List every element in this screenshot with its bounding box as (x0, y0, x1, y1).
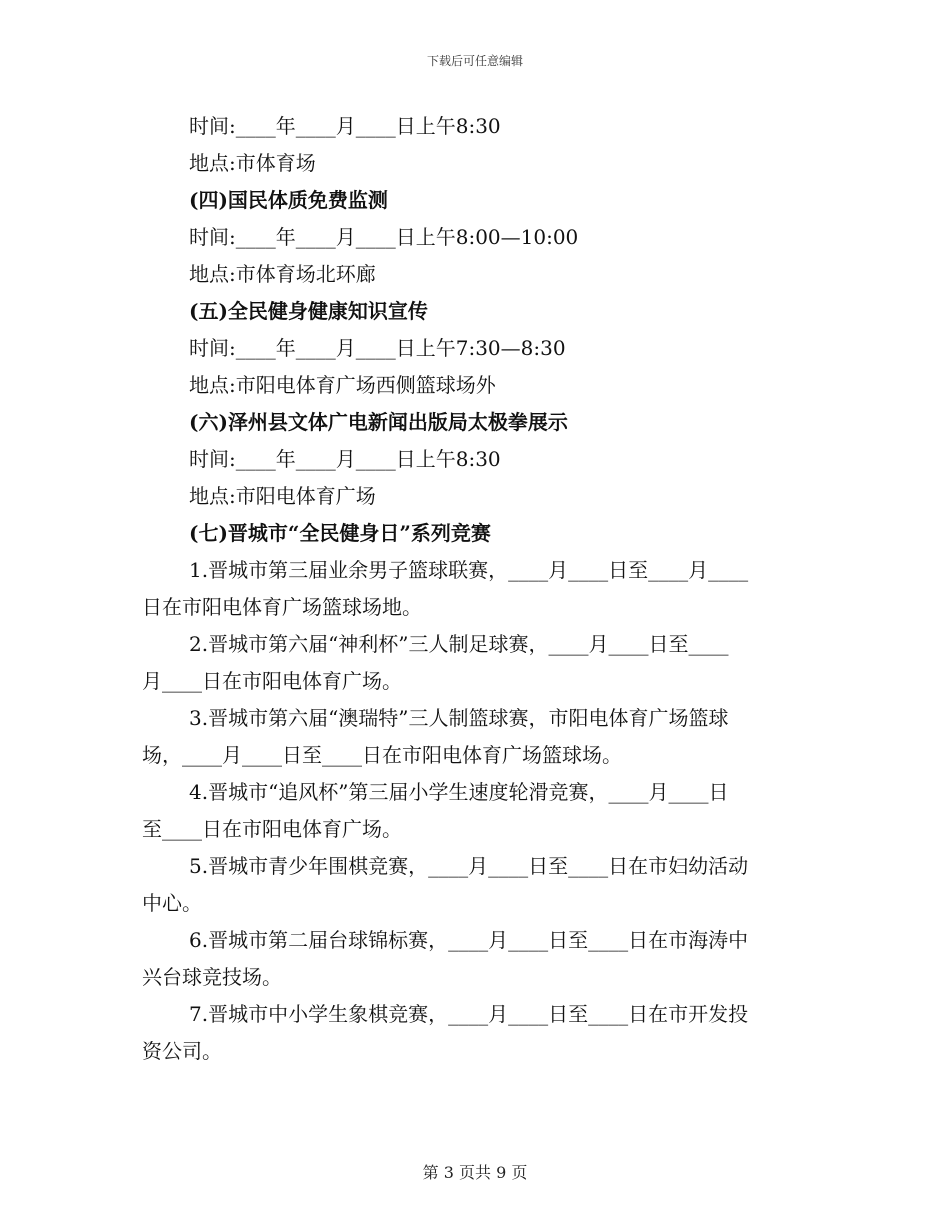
paragraph-line: 7.晋城市中小学生象棋竞赛，____月____日至____日在市开发投 (189, 1002, 749, 1026)
paragraph (142, 922, 802, 996)
paragraph-line: 兴台球竞技场。 (142, 965, 282, 989)
document-body (142, 108, 802, 1070)
text-line: 地点:市阳电体育广场西侧篮球场外 (189, 373, 496, 397)
paragraph-line: 2.晋城市第六届“神利杯”三人制足球赛，____月____日至____ (189, 632, 729, 656)
paragraph-line: 4.晋城市“追风杯”第三届小学生速度轮滑竞赛，____月____日 (189, 780, 729, 804)
paragraph-line: 至____日在市阳电体育广场。 (142, 817, 402, 841)
section-heading: (五)全民健身健康知识宣传 (189, 299, 428, 323)
paragraph (142, 848, 802, 922)
text-line: 地点:市体育场北环廊 (189, 262, 376, 286)
paragraph-line: 月____日在市阳电体育广场。 (142, 669, 402, 693)
paragraph-line: 日在市阳电体育广场篮球场地。 (142, 595, 422, 619)
text-line: 地点:市阳电体育广场 (189, 484, 376, 508)
paragraph (142, 996, 802, 1070)
section-heading: (六)泽州县文体广电新闻出版局太极拳展示 (189, 410, 568, 434)
section-heading: (七)晋城市“全民健身日”系列竞赛 (189, 521, 491, 545)
section-heading: (四)国民体质免费监测 (189, 188, 388, 212)
text-line: 时间:____年____月____日上午8:30 (189, 114, 501, 138)
paragraph-line: 3.晋城市第六届“澳瑞特”三人制篮球赛，市阳电体育广场篮球 (189, 706, 729, 730)
text-line: 时间:____年____月____日上午8:00—10:00 (189, 225, 579, 249)
text-line: 地点:市体育场 (189, 151, 316, 175)
text-line: 时间:____年____月____日上午7:30—8:30 (189, 336, 566, 360)
paragraph (142, 774, 802, 848)
paragraph-line: 5.晋城市青少年围棋竞赛，____月____日至____日在市妇幼活动 (189, 854, 749, 878)
paragraph (142, 626, 802, 700)
paragraph (142, 552, 802, 626)
paragraph-line: 6.晋城市第二届台球锦标赛，____月____日至____日在市海涛中 (189, 928, 749, 952)
paragraph-line: 资公司。 (142, 1039, 222, 1063)
page-header: 下载后可任意编辑 (426, 54, 523, 68)
paragraph-line: 场，____月____日至____日在市阳电体育广场篮球场。 (142, 743, 622, 767)
page-footer: 第 3 页共 9 页 (422, 1163, 528, 1182)
paragraph (142, 700, 802, 774)
paragraph-line: 1.晋城市第三届业余男子篮球联赛，____月____日至____月____ (189, 558, 749, 582)
text-line: 时间:____年____月____日上午8:30 (189, 447, 501, 471)
paragraph-line: 中心。 (142, 891, 202, 915)
